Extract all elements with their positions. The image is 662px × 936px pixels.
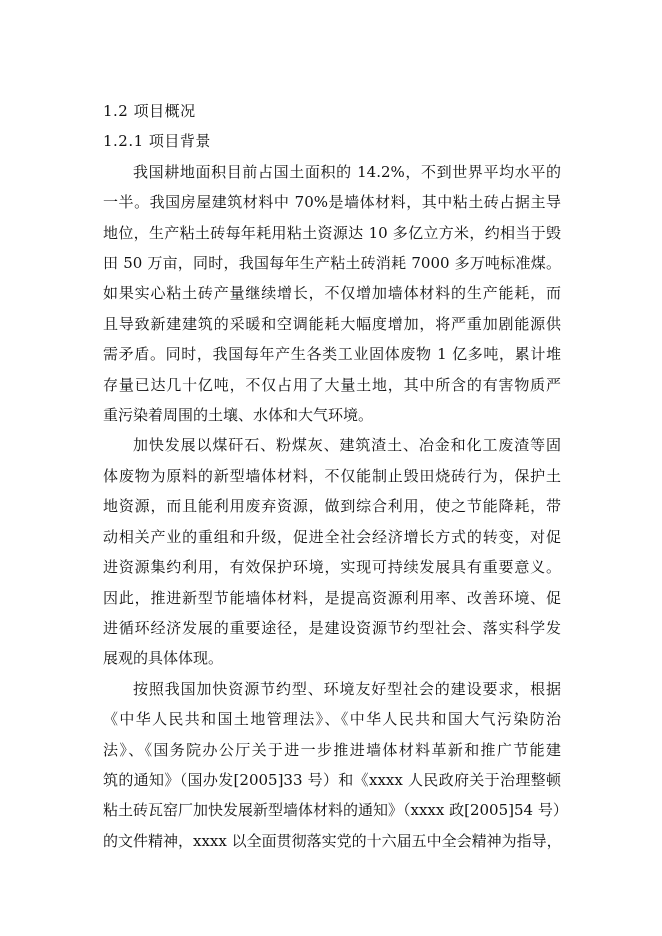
text-line: 按照我国加快资源节约型、环境友好型社会的建设要求，根据: [133, 679, 561, 698]
text-line: 法》、《国务院办公厅关于进一步推进墙体材料革新和推广节能建: [103, 740, 561, 759]
text-line: 存量已达几十亿吨，不仅占用了大量土地，其中所含的有害物质严: [103, 375, 561, 394]
text-line: 体废物为原料的新型墙体材料，不仅能制止毁田烧砖行为，保护土: [103, 466, 561, 485]
text-line: 需矛盾。同时，我国每年产生各类工业固体废物 1 亿多吨，累计堆: [103, 345, 561, 364]
paragraph-1: [103, 157, 561, 431]
text-line: 筑的通知》（国办发[2005]33 号）和《xxxx 人民政府关于治理整顿: [103, 770, 561, 789]
text-line: 因此，推进新型节能墙体材料，是提高资源利用率、改善环境、促: [103, 588, 561, 607]
subsection-heading: 1.2.1 项目背景: [103, 132, 211, 151]
text-line: 且导致新建建筑的采暖和空调能耗大幅度增加，将严重加剧能源供: [103, 314, 561, 333]
paragraph-2: [103, 430, 561, 673]
text-line: 展观的具体体现。: [103, 649, 224, 668]
text-line: 地位，生产粘土砖每年耗用粘土资源达 10 多亿立方米，约相当于毁: [103, 223, 561, 242]
text-line: 我国耕地面积目前占国土面积的 14.2%，不到世界平均水平的: [133, 162, 561, 181]
text-line: 如果实心粘土砖产量继续增长，不仅增加墙体材料的生产能耗，而: [103, 284, 561, 303]
text-line: 进资源集约利用，有效保护环境，实现可持续发展具有重要意义。: [103, 558, 561, 577]
text-line: 《中华人民共和国土地管理法》、《中华人民共和国大气污染防治: [103, 710, 561, 729]
text-line: 加快发展以煤矸石、粉煤灰、建筑渣土、冶金和化工废渣等固: [133, 436, 561, 455]
text-line: 重污染着周围的土壤、水体和大气环境。: [103, 406, 374, 425]
text-line: 田 50 万亩，同时，我国每年生产粘土砖消耗 7000 多万吨标准煤。: [103, 254, 561, 273]
document-page: [103, 96, 568, 856]
text-line: 进循环经济发展的重要途径，是建设资源节约型社会、落实科学发: [103, 618, 561, 637]
paragraph-3: [103, 674, 568, 856]
text-line: 地资源，而且能利用废弃资源，做到综合利用，使之节能降耗，带: [103, 497, 561, 516]
text-line: 动相关产业的重组和升级，促进全社会经济增长方式的转变，对促: [103, 527, 561, 546]
section-heading: 1.2 项目概况: [103, 102, 196, 120]
text-line: 粘土砖瓦窑厂加快发展新型墙体材料的通知》（xxxx 政[2005]54 号）: [103, 801, 568, 820]
text-line: 一半。我国房屋建筑材料中 70%是墙体材料，其中粘土砖占据主导: [103, 193, 561, 212]
text-line: 的文件精神，xxxx 以全面贯彻落实党的十六届五中全会精神为指导，: [103, 831, 562, 850]
